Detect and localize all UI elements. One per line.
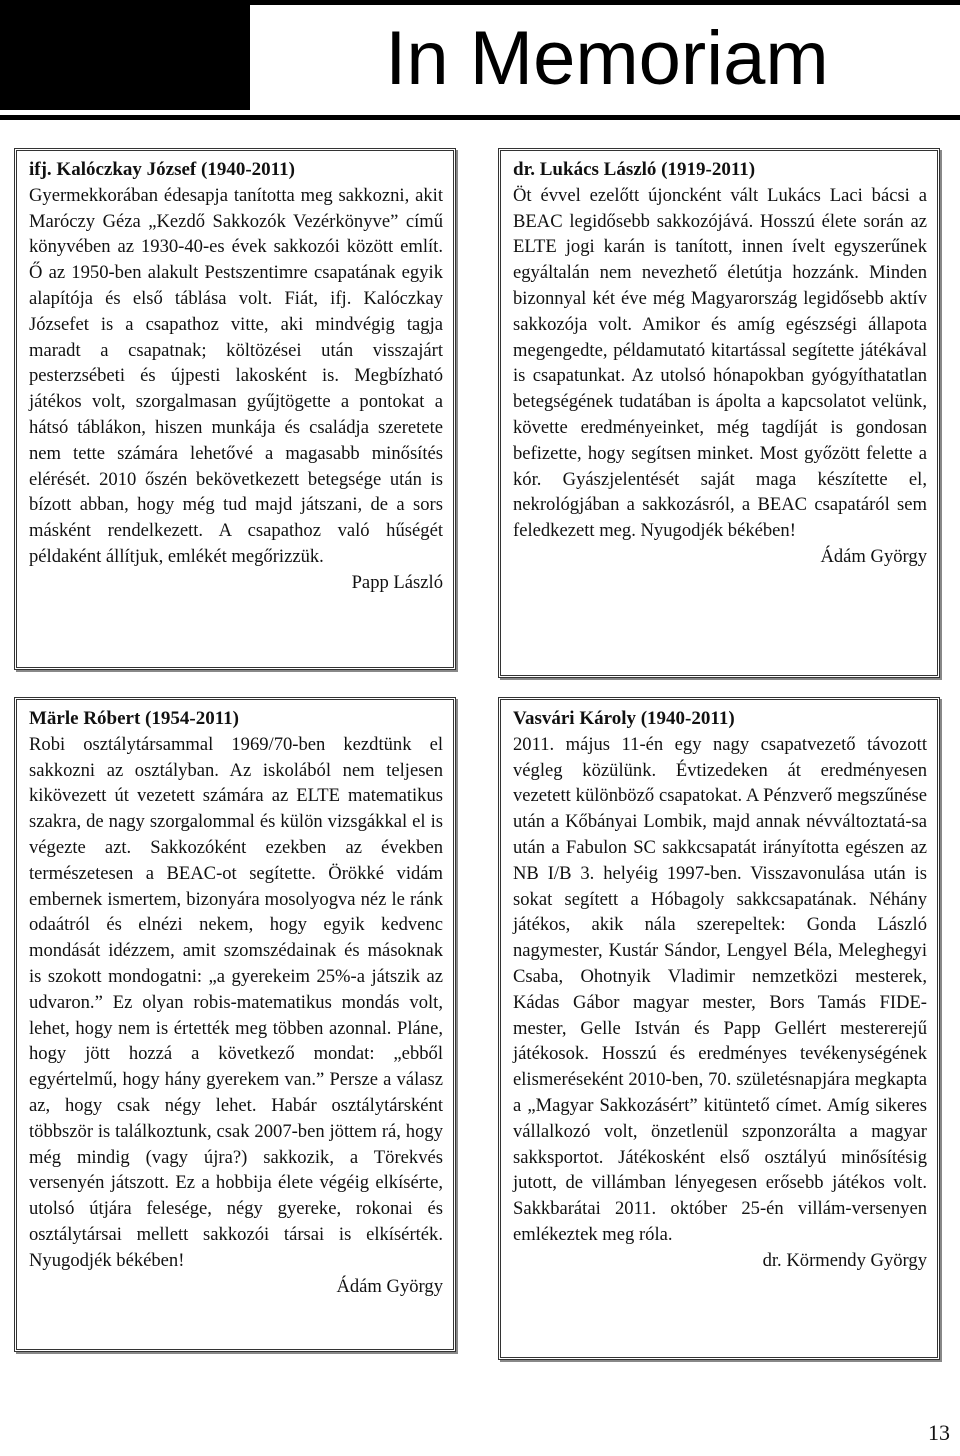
obituary-kaloczkay [14,148,456,670]
obituary-marle [14,697,456,1352]
obituary-signature: Ádám György [336,1275,443,1297]
page-title: In Memoriam [385,16,829,101]
obituary-name: Märle Róbert (1954-2011) [29,708,239,729]
obituary-signature: Papp László [351,571,443,593]
obituary-name: dr. Lukács László (1919-2011) [513,159,756,180]
obituary-text: Robi osztálytársammal 1969/70-ben kezdtünk el sakkozni az osztályban. Az iskolából nem teljesen kikövezett út vezetett számára az ELTE matematikus szakra, de nagy szorgalommal és külön vizsgákkal el is végezte azt. Sakkozóként ezekben az években természetesen a BEAC-ot segítette. Örökké vidám embernek ismertem, bizonyára mosolyogva néz le ránk odaátról és elnézi nekem, hogy egyik kedvenc mondását idézzem, amit szomszédainak és másoknak is szokott mondogatni: „a gyerekeim 25%-a játszik az udvaron.” Ez olyan robis-matematikus mondás volt, lehet, hogy nem is értették meg többen azonnal. Pláne, hogy jött hozzá a következő mondat: „ebből egyértelmű, hogy hány gyerekem van.” Persze a válasz az, hogy csak négy lehet. Habár osztálytársként többször is találkoztunk, csak 2007-ben jöttem rá, hogy még mindig (vagy újra?) sakkozik, a Törekvés versenyén játszott. Ez a hobbija élete végéig elkísérte, utolsó útjára felesége, négy gyereke, rokonai és osztálytársai mellett sakkozói társai is elkísérték. Nyugodjék békében! [29,733,443,1271]
obituary-signature: Ádám György [820,545,927,567]
obituary-name: ifj. Kalóczkay József (1940-2011) [29,159,295,180]
obituary-text: Gyermekkorában édesapja tanította meg sakkozni, akit Maróczy Géza „Kezdő Sakkozók Vezérkönyve” című könyvében az 1930-40-es évek sakkozói között említ. Ő az 1950-ben alakult Pestszentimre csapatának egyik alapítója és első táblása volt. Fiát, ifj. Kalóczkay Józsefet is a csapathoz vitte, aki mindvégig tagja maradt a csapatnak; költözései után visszajárt pesterzsébeti és újpesti lakosként is. Megbízható játékos volt, szorgalmasan gyűjtögette a pontokat a hátsó táblákon, hiszen munkája és családja szeretete nem tette számára lehetővé a magasabb minősítés elérését. 2010 őszén bekövetkezett betegsége után is bízott abban, hogy még tud majd játszani, de a sors másként rendelkezett. A csapathoz való hűségét példaként állítjuk, emlékét megőrizzük. [29,184,443,567]
page-header [0,0,960,120]
obituary-vasvari [498,697,940,1360]
header-dark-block [0,0,250,110]
obituary-lukacs [498,148,940,678]
obituary-text: 2011. május 11-én egy nagy csapatvezető távozott végleg közülünk. Évtizedeken át eredményesen vezetett különböző csapatokat. A Pénzverő megszűnése után a Kőbányai Lombik, majd annak névváltoztatá-sa után a Fabulon SC sakkcsapatát irányította egészen az NB I/B 3. helyéig 1997-ben. Visszavonulása után is sokat segített a Hóbagoly sakkcsapatának. Néhány játékos, akik nála szerepeltek: Gonda László nagymester, Kustár Sándor, Lengyel Béla, Meleghegyi Csaba, Ohotnyik Vladimir nemzetközi mesterek, Kádas Gábor magyar mester, Bors Tamás FIDE-mester, Gelle István és Papp Gellért mestererejű játékosok. Hosszú és eredményes tevékenységének elismeréseként 2010-ben, 70. születésnapjára megkapta a „Magyar Sakkozásért” kitüntető címet. Amíg sikeres vállalkozó volt, önzetlenül szponzorálta a magyar sakksportot. Játékosként első osztályú minősítésig jutott, de villámban lényegesen erősebb játékos volt. Sakkbarátai 2011. október 25-én villám-versenyen emlékeztek meg róla. [513,733,927,1245]
obituary-text: Öt évvel ezelőtt újoncként vált Lukács Laci bácsi a BEAC legidősebb sakkozójává. Hosszú élete során az ELTE jogi karán is tanított, innen ívelt egyszerűnek egyáltalán nem nevezhető életútja hozzánk. Minden bizonnyal két éve még Magyarország legidősebb aktív sakkozója volt. Amikor és amíg egészségi állapota megengedte, példamutató kitartással segítette játékával is csapatunkat. Az utolsó hónapokban gyógyíthatatlan betegségének tudatában is ápolta a kapcsolatot velünk, követte eredményeinket, még tagdíját is gondosan befizette, hogy segítsen minket. Most győzött felette a kór. Gyászjelentését saját maga készítette el, nekrológjában a sakkozásról, a BEAC csapatáról sem feledkezett meg. Nyugodjék békében! [513,184,927,542]
obituary-name: Vasvári Károly (1940-2011) [513,708,735,729]
obituary-signature: dr. Körmendy György [762,1249,927,1271]
page-number: 13 [928,1420,950,1445]
